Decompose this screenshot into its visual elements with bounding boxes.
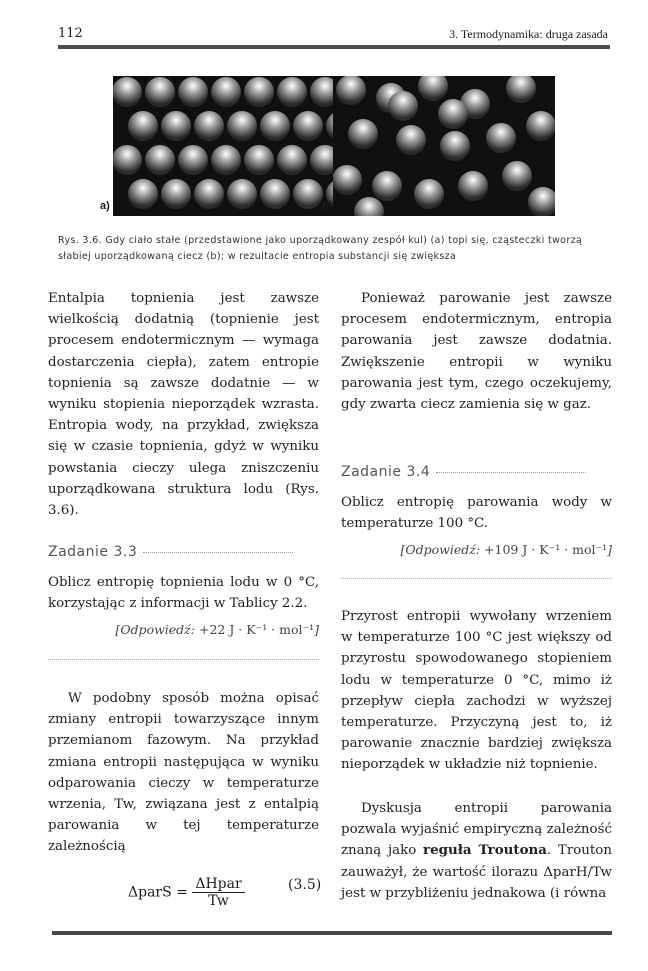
sphere [310,77,335,107]
sphere [145,77,175,107]
sphere [277,77,307,107]
sphere [277,145,307,175]
sphere [372,171,402,201]
figure-caption: Rys. 3.6. Gdy ciało stałe (przedstawione jako uporządkowany zespół kul) (a) topi się, cząsteczki tworzą słabiej uporządkowaną ciecz (b); w rezultacie entropia substancji się zwiększa [58,235,583,262]
sphere [211,77,241,107]
sphere [260,179,290,209]
sphere [293,179,323,209]
sphere [211,145,241,175]
right-paragraph-3: Dyskusja entropii parowania pozwala wyjaśnić empiryczną zależność znaną jako reguła Troutona. Trouton zauważył, że wartość ilorazu ΔparH/Tw jest w przybliżeniu jednakowa (i równa [341,801,612,901]
sphere [113,145,142,175]
sphere [244,77,274,107]
sphere [113,77,142,107]
sphere [418,76,448,101]
sphere [227,179,257,209]
header-rule [58,45,610,49]
sphere [161,111,191,141]
sphere [227,111,257,141]
sphere [502,161,532,191]
sphere [194,111,224,141]
sphere [178,77,208,107]
section-divider-right [341,578,612,579]
right-paragraph-1: Ponieważ parowanie jest zawsze procesem endotermicznym, entropia parowania jest zawsze dodatnia. Zwiększenie entropii w wyniku parowania jest tym, czego oczekujemy, gdy zwarta ciecz zamienia się w gaz. [341,291,612,413]
figure-liquid [333,76,555,216]
zadanie-3-4-answer: [Odpowiedź: +109 J · K⁻¹ · mol⁻¹] [400,542,612,557]
sphere [244,145,274,175]
sphere [438,99,468,129]
sphere [260,111,290,141]
sphere [528,187,555,216]
sphere [354,197,384,216]
figure-label-a: a) [100,200,110,212]
section-divider [48,659,319,660]
trouton-rule-term: reguła Troutona [423,842,547,859]
sphere [348,119,378,149]
sphere [414,179,444,209]
footer-rule [52,931,612,935]
ordered-spheres-image [113,76,335,216]
figure-solid-lattice [113,76,335,216]
sphere [145,145,175,175]
zadanie-3-3-text: Oblicz entropię topnienia lodu w 0 °C, korzystając z informacji w Tablicy 2.2. [48,575,319,612]
zadanie-3-4-heading: Zadanie 3.4 [341,464,612,480]
disordered-spheres-image [333,76,555,216]
sphere [388,91,418,121]
sphere [336,76,366,105]
sphere [506,76,536,103]
sphere [128,179,158,209]
sphere [310,145,335,175]
sphere [128,111,158,141]
zadanie-3-3-answer: [Odpowiedź: +22 J · K⁻¹ · mol⁻¹] [115,622,319,637]
sphere [194,179,224,209]
sphere [486,123,516,153]
sphere [526,111,555,141]
left-paragraph-1: Entalpia topnienia jest zawsze wielkością dodatnią (topnienie jest procesem endotermicznym — wymaga dostarczenia ciepła), zatem entropie topnienia są zawsze dodatnie — w wyniku stopienia nieporządek wzrasta. Entropia wody, na przykład, zwiększa się w czasie topnienia, gdyż w wyniku powstania cieczy ulega zniszczeniu uporządkowana struktura lodu (Rys. 3.6). [48,291,319,519]
right-paragraph-2: Przyrost entropii wywołany wrzeniem w temperaturze 100 °C jest większy od przyrostu spowodowanego stopieniem lodu w temperaturze 0 °C, mimo iż przepływ ciepła zachodzi w wyższej temperaturze. Przyczyną jest to, iż parowanie znacznie bardziej zwiększa nieporządek w układzie niż topnienie. [341,609,612,773]
sphere [440,131,470,161]
chapter-title: 3. Termodynamika: druga zasada [449,27,608,41]
zadanie-3-4-text: Oblicz entropię parowania wody w temperaturze 100 °C. [341,495,612,532]
sphere [396,125,426,155]
page-number: 112 [58,26,83,41]
sphere [293,111,323,141]
equation-number: (3.5) [288,877,322,893]
sphere [458,171,488,201]
equation-3-5: ΔparS = $\frac{\text{ΔHpar}}{Tw}$ [128,876,245,909]
sphere [178,145,208,175]
figure-label-b: b) [322,200,333,212]
left-paragraph-2: W podobny sposób można opisać zmiany entropii towarzyszące innym przemianom fazowym. Na przykład zmiana entropii następująca w wyniku odparowania cieczy w temperaturze wrzenia, Tw, związana jest z entalpią parowania w tej temperaturze zależnością [48,691,319,855]
sphere [333,165,362,195]
zadanie-3-3-heading: Zadanie 3.3 [48,544,319,560]
sphere [161,179,191,209]
